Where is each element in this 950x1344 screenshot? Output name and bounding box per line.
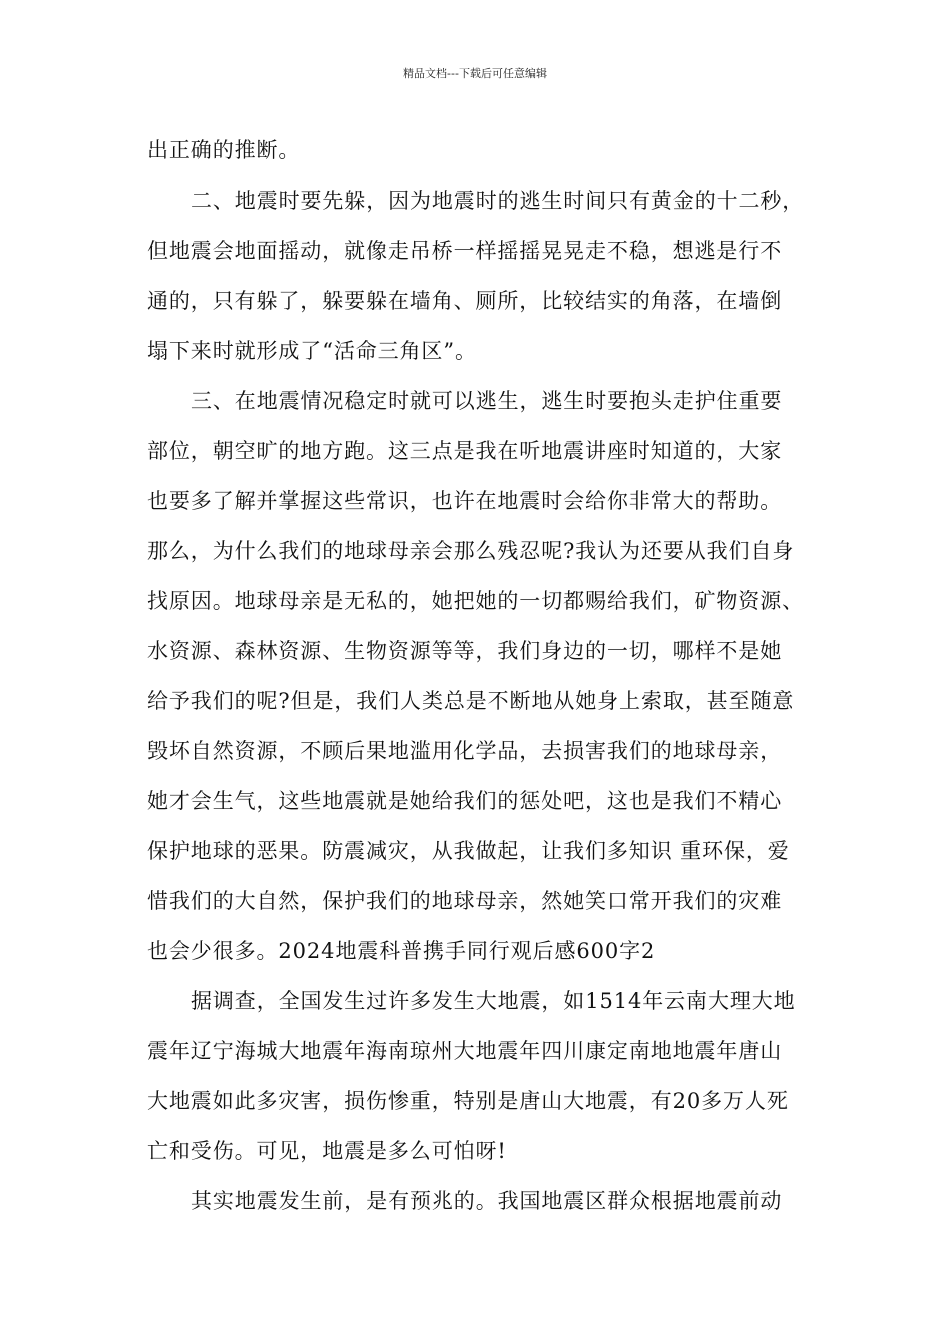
text-line: 惜我们的大自然，保护我们的地球母亲，然她笑口常开我们的灾难 bbox=[147, 889, 783, 913]
text-line: 亡和受伤。可见，地震是多么可怕呀! bbox=[147, 1139, 507, 1163]
text-line: 找原因。地球母亲是无私的，她把她的一切都赐给我们，矿物资源、 bbox=[147, 589, 804, 613]
text-line: 水资源、森林资源、生物资源等等，我们身边的一切，哪样不是她 bbox=[147, 639, 783, 663]
text-line: 大地震如此多灾害，损伤惨重，特别是唐山大地震，有20多万人死 bbox=[147, 1089, 789, 1113]
text-line: 震年辽宁海城大地震年海南琼州大地震年四川康定南地地震年唐山 bbox=[147, 1039, 783, 1063]
text-line: 保护地球的恶果。防震减灾，从我做起，让我们多知识 重环保，爱 bbox=[147, 839, 790, 863]
text-line: 但地震会地面摇动，就像走吊桥一样摇摇晃晃走不稳，想逃是行不 bbox=[147, 239, 783, 263]
text-line: 那么，为什么我们的地球母亲会那么残忍呢?我认为还要从我们自身 bbox=[147, 539, 795, 563]
text-line: 毁坏自然资源，不顾后果地滥用化学品，去损害我们的地球母亲， bbox=[147, 739, 783, 763]
text-line: 也会少很多。2024地震科普携手同行观后感600字2 bbox=[147, 939, 656, 963]
text-line: 也要多了解并掌握这些常识，也许在地震时会给你非常大的帮助。 bbox=[147, 489, 783, 513]
text-line: 她才会生气，这些地震就是她给我们的惩处吧，这也是我们不精心 bbox=[147, 789, 783, 813]
page-header: 精品文档---下载后可任意编辑 bbox=[403, 67, 547, 80]
text-line: 三、在地震情况稳定时就可以逃生，逃生时要抱头走护住重要 bbox=[191, 389, 783, 413]
text-line: 其实地震发生前，是有预兆的。我国地震区群众根据地震前动 bbox=[191, 1189, 783, 1213]
text-line: 通的，只有躲了，躲要躲在墙角、厕所，比较结实的角落，在墙倒 bbox=[147, 289, 783, 313]
text-line: 塌下来时就形成了“活命三角区”。 bbox=[147, 339, 477, 363]
text-line: 二、地震时要先躲，因为地震时的逃生时间只有黄金的十二秒， bbox=[191, 189, 805, 213]
text-line: 给予我们的呢?但是，我们人类总是不断地从她身上索取，甚至随意 bbox=[147, 689, 795, 713]
text-line: 部位，朝空旷的地方跑。这三点是我在听地震讲座时知道的，大家 bbox=[147, 439, 783, 463]
text-line: 出正确的推断。 bbox=[147, 138, 301, 162]
text-line: 据调查，全国发生过许多发生大地震，如1514年云南大理大地 bbox=[191, 989, 796, 1013]
